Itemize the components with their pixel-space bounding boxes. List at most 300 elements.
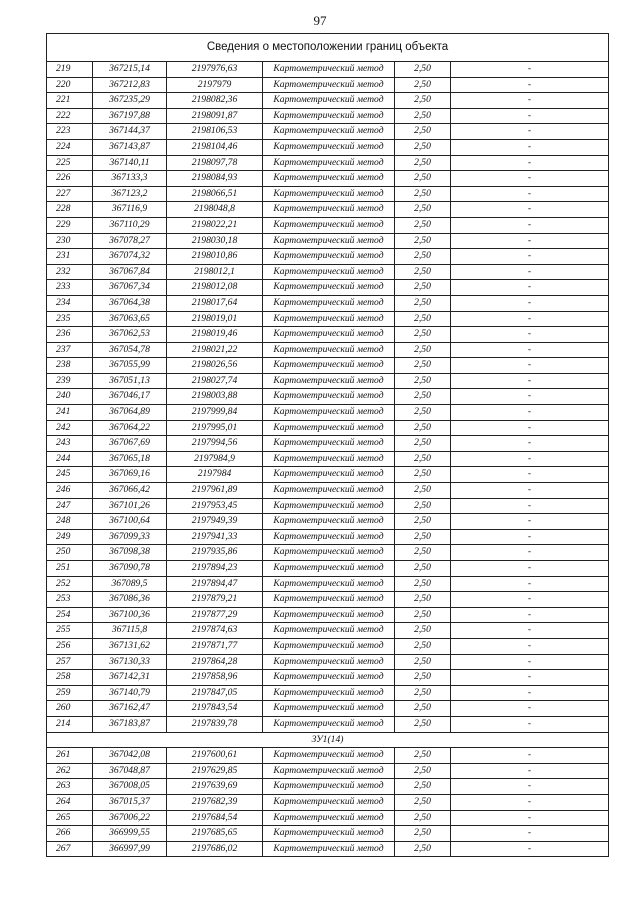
table-title: Сведения о местоположении границ объекта [47,34,609,62]
x-coordinate-cell: 367006,22 [93,810,167,826]
accuracy-cell: 2,50 [395,327,451,343]
y-coordinate-cell: 2197871,77 [167,638,263,654]
x-coordinate-cell: 367067,84 [93,264,167,280]
method-cell: Картометрический метод [263,93,395,109]
description-cell: - [451,623,609,639]
table-row [47,451,609,467]
table-row [47,342,609,358]
accuracy-cell: 2,50 [395,794,451,810]
x-coordinate-cell: 367065,18 [93,451,167,467]
description-cell: - [451,483,609,499]
y-coordinate-cell: 2197935,86 [167,545,263,561]
accuracy-cell: 2,50 [395,342,451,358]
point-number-cell: 241 [47,405,93,421]
point-number-cell: 248 [47,514,93,530]
point-number-cell: 246 [47,483,93,499]
table-row [47,685,609,701]
table-row [47,124,609,140]
description-cell: - [451,124,609,140]
method-cell: Картометрический метод [263,576,395,592]
description-cell: - [451,467,609,483]
table-row [47,171,609,187]
description-cell: - [451,420,609,436]
x-coordinate-cell: 366999,55 [93,826,167,842]
x-coordinate-cell: 367133,3 [93,171,167,187]
x-coordinate-cell: 367015,37 [93,794,167,810]
table-row [47,514,609,530]
method-cell: Картометрический метод [263,607,395,623]
table-row [47,77,609,93]
accuracy-cell: 2,50 [395,483,451,499]
method-cell: Картометрический метод [263,638,395,654]
description-cell: - [451,810,609,826]
y-coordinate-cell: 2197984,9 [167,451,263,467]
x-coordinate-cell: 367089,5 [93,576,167,592]
y-coordinate-cell: 2198048,8 [167,202,263,218]
method-cell: Картометрический метод [263,327,395,343]
description-cell: - [451,108,609,124]
accuracy-cell: 2,50 [395,311,451,327]
method-cell: Картометрический метод [263,841,395,857]
method-cell: Картометрический метод [263,483,395,499]
x-coordinate-cell: 367123,2 [93,186,167,202]
table-row [47,638,609,654]
table-row [47,249,609,265]
description-cell: - [451,217,609,233]
x-coordinate-cell: 367142,31 [93,670,167,686]
y-coordinate-cell: 2197686,02 [167,841,263,857]
table-title-row [47,34,609,62]
y-coordinate-cell: 2197984 [167,467,263,483]
y-coordinate-cell: 2197684,54 [167,810,263,826]
description-cell: - [451,841,609,857]
description-cell: - [451,451,609,467]
y-coordinate-cell: 2197864,28 [167,654,263,670]
accuracy-cell: 2,50 [395,295,451,311]
accuracy-cell: 2,50 [395,576,451,592]
y-coordinate-cell: 2197894,47 [167,576,263,592]
description-cell: - [451,171,609,187]
page-number: 97 [313,13,327,28]
y-coordinate-cell: 2197941,33 [167,529,263,545]
point-number-cell: 233 [47,280,93,296]
accuracy-cell: 2,50 [395,155,451,171]
x-coordinate-cell: 367235,29 [93,93,167,109]
description-cell: - [451,529,609,545]
y-coordinate-cell: 2197858,96 [167,670,263,686]
point-number-cell: 240 [47,389,93,405]
method-cell: Картометрический метод [263,420,395,436]
y-coordinate-cell: 2198012,08 [167,280,263,296]
x-coordinate-cell: 367215,14 [93,62,167,78]
accuracy-cell: 2,50 [395,139,451,155]
x-coordinate-cell: 367100,36 [93,607,167,623]
table-row [47,217,609,233]
table-body [47,34,609,857]
point-number-cell: 245 [47,467,93,483]
x-coordinate-cell: 367212,83 [93,77,167,93]
y-coordinate-cell: 2198030,18 [167,233,263,249]
method-cell: Картометрический метод [263,108,395,124]
accuracy-cell: 2,50 [395,451,451,467]
y-coordinate-cell: 2198082,36 [167,93,263,109]
point-number-cell: 262 [47,763,93,779]
point-number-cell: 254 [47,607,93,623]
accuracy-cell: 2,50 [395,545,451,561]
point-number-cell: 226 [47,171,93,187]
method-cell: Картометрический метод [263,810,395,826]
method-cell: Картометрический метод [263,202,395,218]
point-number-cell: 243 [47,436,93,452]
y-coordinate-cell: 2197843,54 [167,701,263,717]
method-cell: Картометрический метод [263,77,395,93]
point-number-cell: 228 [47,202,93,218]
point-number-cell: 260 [47,701,93,717]
method-cell: Картометрический метод [263,373,395,389]
point-number-cell: 220 [47,77,93,93]
point-number-cell: 247 [47,498,93,514]
y-coordinate-cell: 2197979 [167,77,263,93]
description-cell: - [451,405,609,421]
point-number-cell: 237 [47,342,93,358]
accuracy-cell: 2,50 [395,763,451,779]
x-coordinate-cell: 367115,8 [93,623,167,639]
description-cell: - [451,498,609,514]
x-coordinate-cell: 367042,08 [93,748,167,764]
accuracy-cell: 2,50 [395,249,451,265]
accuracy-cell: 2,50 [395,373,451,389]
x-coordinate-cell: 367048,87 [93,763,167,779]
accuracy-cell: 2,50 [395,62,451,78]
table-row [47,436,609,452]
x-coordinate-cell: 367162,47 [93,701,167,717]
y-coordinate-cell: 2197976,63 [167,62,263,78]
point-number-cell: 236 [47,327,93,343]
y-coordinate-cell: 2197879,21 [167,592,263,608]
x-coordinate-cell: 367197,88 [93,108,167,124]
method-cell: Картометрический метод [263,342,395,358]
y-coordinate-cell: 2198003,88 [167,389,263,405]
x-coordinate-cell: 367064,22 [93,420,167,436]
point-number-cell: 266 [47,826,93,842]
description-cell: - [451,249,609,265]
table-row [47,654,609,670]
point-number-cell: 235 [47,311,93,327]
method-cell: Картометрический метод [263,794,395,810]
method-cell: Картометрический метод [263,623,395,639]
description-cell: - [451,514,609,530]
description-cell: - [451,576,609,592]
table-row [47,748,609,764]
point-number-cell: 222 [47,108,93,124]
table-row [47,389,609,405]
table-row [47,264,609,280]
y-coordinate-cell: 2197995,01 [167,420,263,436]
method-cell: Картометрический метод [263,763,395,779]
table-row [47,592,609,608]
accuracy-cell: 2,50 [395,186,451,202]
y-coordinate-cell: 2198019,01 [167,311,263,327]
table-row [47,763,609,779]
table-row [47,498,609,514]
point-number-cell: 259 [47,685,93,701]
method-cell: Картометрический метод [263,716,395,732]
y-coordinate-cell: 2197847,05 [167,685,263,701]
y-coordinate-cell: 2197961,89 [167,483,263,499]
description-cell: - [451,202,609,218]
method-cell: Картометрический метод [263,498,395,514]
table-row [47,373,609,389]
accuracy-cell: 2,50 [395,826,451,842]
x-coordinate-cell: 367090,78 [93,561,167,577]
description-cell: - [451,561,609,577]
table-row [47,139,609,155]
description-cell: - [451,280,609,296]
x-coordinate-cell: 367130,33 [93,654,167,670]
y-coordinate-cell: 2198106,53 [167,124,263,140]
description-cell: - [451,311,609,327]
method-cell: Картометрический метод [263,701,395,717]
accuracy-cell: 2,50 [395,420,451,436]
method-cell: Картометрический метод [263,467,395,483]
method-cell: Картометрический метод [263,514,395,530]
description-cell: - [451,607,609,623]
point-number-cell: 251 [47,561,93,577]
table-row [47,561,609,577]
point-number-cell: 234 [47,295,93,311]
point-number-cell: 239 [47,373,93,389]
point-number-cell: 255 [47,623,93,639]
table-row [47,483,609,499]
method-cell: Картометрический метод [263,217,395,233]
point-number-cell: 232 [47,264,93,280]
description-cell: - [451,389,609,405]
table-row [47,779,609,795]
description-cell: - [451,545,609,561]
description-cell: - [451,327,609,343]
y-coordinate-cell: 2197629,85 [167,763,263,779]
x-coordinate-cell: 367086,36 [93,592,167,608]
y-coordinate-cell: 2197877,29 [167,607,263,623]
x-coordinate-cell: 367078,27 [93,233,167,249]
table-row [47,841,609,857]
accuracy-cell: 2,50 [395,779,451,795]
description-cell: - [451,342,609,358]
table-row [47,545,609,561]
boundary-coordinates-table [46,33,609,857]
accuracy-cell: 2,50 [395,233,451,249]
point-number-cell: 214 [47,716,93,732]
table-row [47,311,609,327]
y-coordinate-cell: 2198091,87 [167,108,263,124]
description-cell: - [451,654,609,670]
accuracy-cell: 2,50 [395,264,451,280]
method-cell: Картометрический метод [263,545,395,561]
description-cell: - [451,716,609,732]
method-cell: Картометрический метод [263,295,395,311]
y-coordinate-cell: 2198097,78 [167,155,263,171]
table-row [47,233,609,249]
y-coordinate-cell: 2198017,64 [167,295,263,311]
y-coordinate-cell: 2197839,78 [167,716,263,732]
y-coordinate-cell: 2197600,61 [167,748,263,764]
description-cell: - [451,701,609,717]
table-row [47,155,609,171]
x-coordinate-cell: 367046,17 [93,389,167,405]
description-cell: - [451,779,609,795]
accuracy-cell: 2,50 [395,623,451,639]
x-coordinate-cell: 367143,87 [93,139,167,155]
table-row [47,280,609,296]
section-row [47,732,609,748]
point-number-cell: 242 [47,420,93,436]
point-number-cell: 219 [47,62,93,78]
description-cell: - [451,295,609,311]
table-row [47,202,609,218]
table-row [47,607,609,623]
table-row [47,327,609,343]
method-cell: Картометрический метод [263,529,395,545]
accuracy-cell: 2,50 [395,389,451,405]
x-coordinate-cell: 367116,9 [93,202,167,218]
accuracy-cell: 2,50 [395,498,451,514]
description-cell: - [451,155,609,171]
point-number-cell: 224 [47,139,93,155]
point-number-cell: 256 [47,638,93,654]
accuracy-cell: 2,50 [395,514,451,530]
table-row [47,420,609,436]
x-coordinate-cell: 367064,38 [93,295,167,311]
accuracy-cell: 2,50 [395,77,451,93]
description-cell: - [451,794,609,810]
x-coordinate-cell: 367140,11 [93,155,167,171]
y-coordinate-cell: 2198010,86 [167,249,263,265]
accuracy-cell: 2,50 [395,592,451,608]
method-cell: Картометрический метод [263,62,395,78]
x-coordinate-cell: 367100,64 [93,514,167,530]
description-cell: - [451,264,609,280]
accuracy-cell: 2,50 [395,685,451,701]
point-number-cell: 257 [47,654,93,670]
section-label: ЗУ1(14) [47,732,609,748]
y-coordinate-cell: 2197682,39 [167,794,263,810]
accuracy-cell: 2,50 [395,405,451,421]
x-coordinate-cell: 367008,05 [93,779,167,795]
accuracy-cell: 2,50 [395,561,451,577]
accuracy-cell: 2,50 [395,93,451,109]
point-number-cell: 231 [47,249,93,265]
y-coordinate-cell: 2197994,56 [167,436,263,452]
x-coordinate-cell: 366997,99 [93,841,167,857]
method-cell: Картометрический метод [263,389,395,405]
x-coordinate-cell: 367055,99 [93,358,167,374]
accuracy-cell: 2,50 [395,358,451,374]
y-coordinate-cell: 2197894,23 [167,561,263,577]
accuracy-cell: 2,50 [395,467,451,483]
method-cell: Картометрический метод [263,233,395,249]
table-row [47,623,609,639]
accuracy-cell: 2,50 [395,670,451,686]
description-cell: - [451,763,609,779]
table-row [47,670,609,686]
method-cell: Картометрический метод [263,264,395,280]
x-coordinate-cell: 367183,87 [93,716,167,732]
description-cell: - [451,638,609,654]
accuracy-cell: 2,50 [395,217,451,233]
method-cell: Картометрический метод [263,124,395,140]
description-cell: - [451,77,609,93]
description-cell: - [451,233,609,249]
point-number-cell: 223 [47,124,93,140]
x-coordinate-cell: 367063,65 [93,311,167,327]
accuracy-cell: 2,50 [395,810,451,826]
method-cell: Картометрический метод [263,139,395,155]
description-cell: - [451,748,609,764]
method-cell: Картометрический метод [263,405,395,421]
y-coordinate-cell: 2198084,93 [167,171,263,187]
x-coordinate-cell: 367069,16 [93,467,167,483]
point-number-cell: 244 [47,451,93,467]
method-cell: Картометрический метод [263,436,395,452]
y-coordinate-cell: 2198022,21 [167,217,263,233]
table-row [47,467,609,483]
method-cell: Картометрический метод [263,249,395,265]
accuracy-cell: 2,50 [395,716,451,732]
table-row [47,108,609,124]
table-row [47,186,609,202]
y-coordinate-cell: 2198104,46 [167,139,263,155]
table-row [47,794,609,810]
description-cell: - [451,93,609,109]
y-coordinate-cell: 2197949,39 [167,514,263,530]
method-cell: Картометрический метод [263,311,395,327]
x-coordinate-cell: 367098,38 [93,545,167,561]
x-coordinate-cell: 367054,78 [93,342,167,358]
description-cell: - [451,139,609,155]
point-number-cell: 252 [47,576,93,592]
accuracy-cell: 2,50 [395,841,451,857]
table-row [47,826,609,842]
y-coordinate-cell: 2197685,65 [167,826,263,842]
x-coordinate-cell: 367099,33 [93,529,167,545]
description-cell: - [451,186,609,202]
method-cell: Картометрический метод [263,826,395,842]
method-cell: Картометрический метод [263,779,395,795]
description-cell: - [451,685,609,701]
point-number-cell: 249 [47,529,93,545]
x-coordinate-cell: 367051,13 [93,373,167,389]
point-number-cell: 258 [47,670,93,686]
point-number-cell: 221 [47,93,93,109]
point-number-cell: 253 [47,592,93,608]
x-coordinate-cell: 367140,79 [93,685,167,701]
description-cell: - [451,62,609,78]
point-number-cell: 263 [47,779,93,795]
accuracy-cell: 2,50 [395,748,451,764]
table-row [47,295,609,311]
point-number-cell: 230 [47,233,93,249]
point-number-cell: 229 [47,217,93,233]
point-number-cell: 227 [47,186,93,202]
accuracy-cell: 2,50 [395,638,451,654]
accuracy-cell: 2,50 [395,108,451,124]
x-coordinate-cell: 367101,26 [93,498,167,514]
description-cell: - [451,358,609,374]
accuracy-cell: 2,50 [395,654,451,670]
table-row [47,358,609,374]
description-cell: - [451,373,609,389]
y-coordinate-cell: 2198019,46 [167,327,263,343]
